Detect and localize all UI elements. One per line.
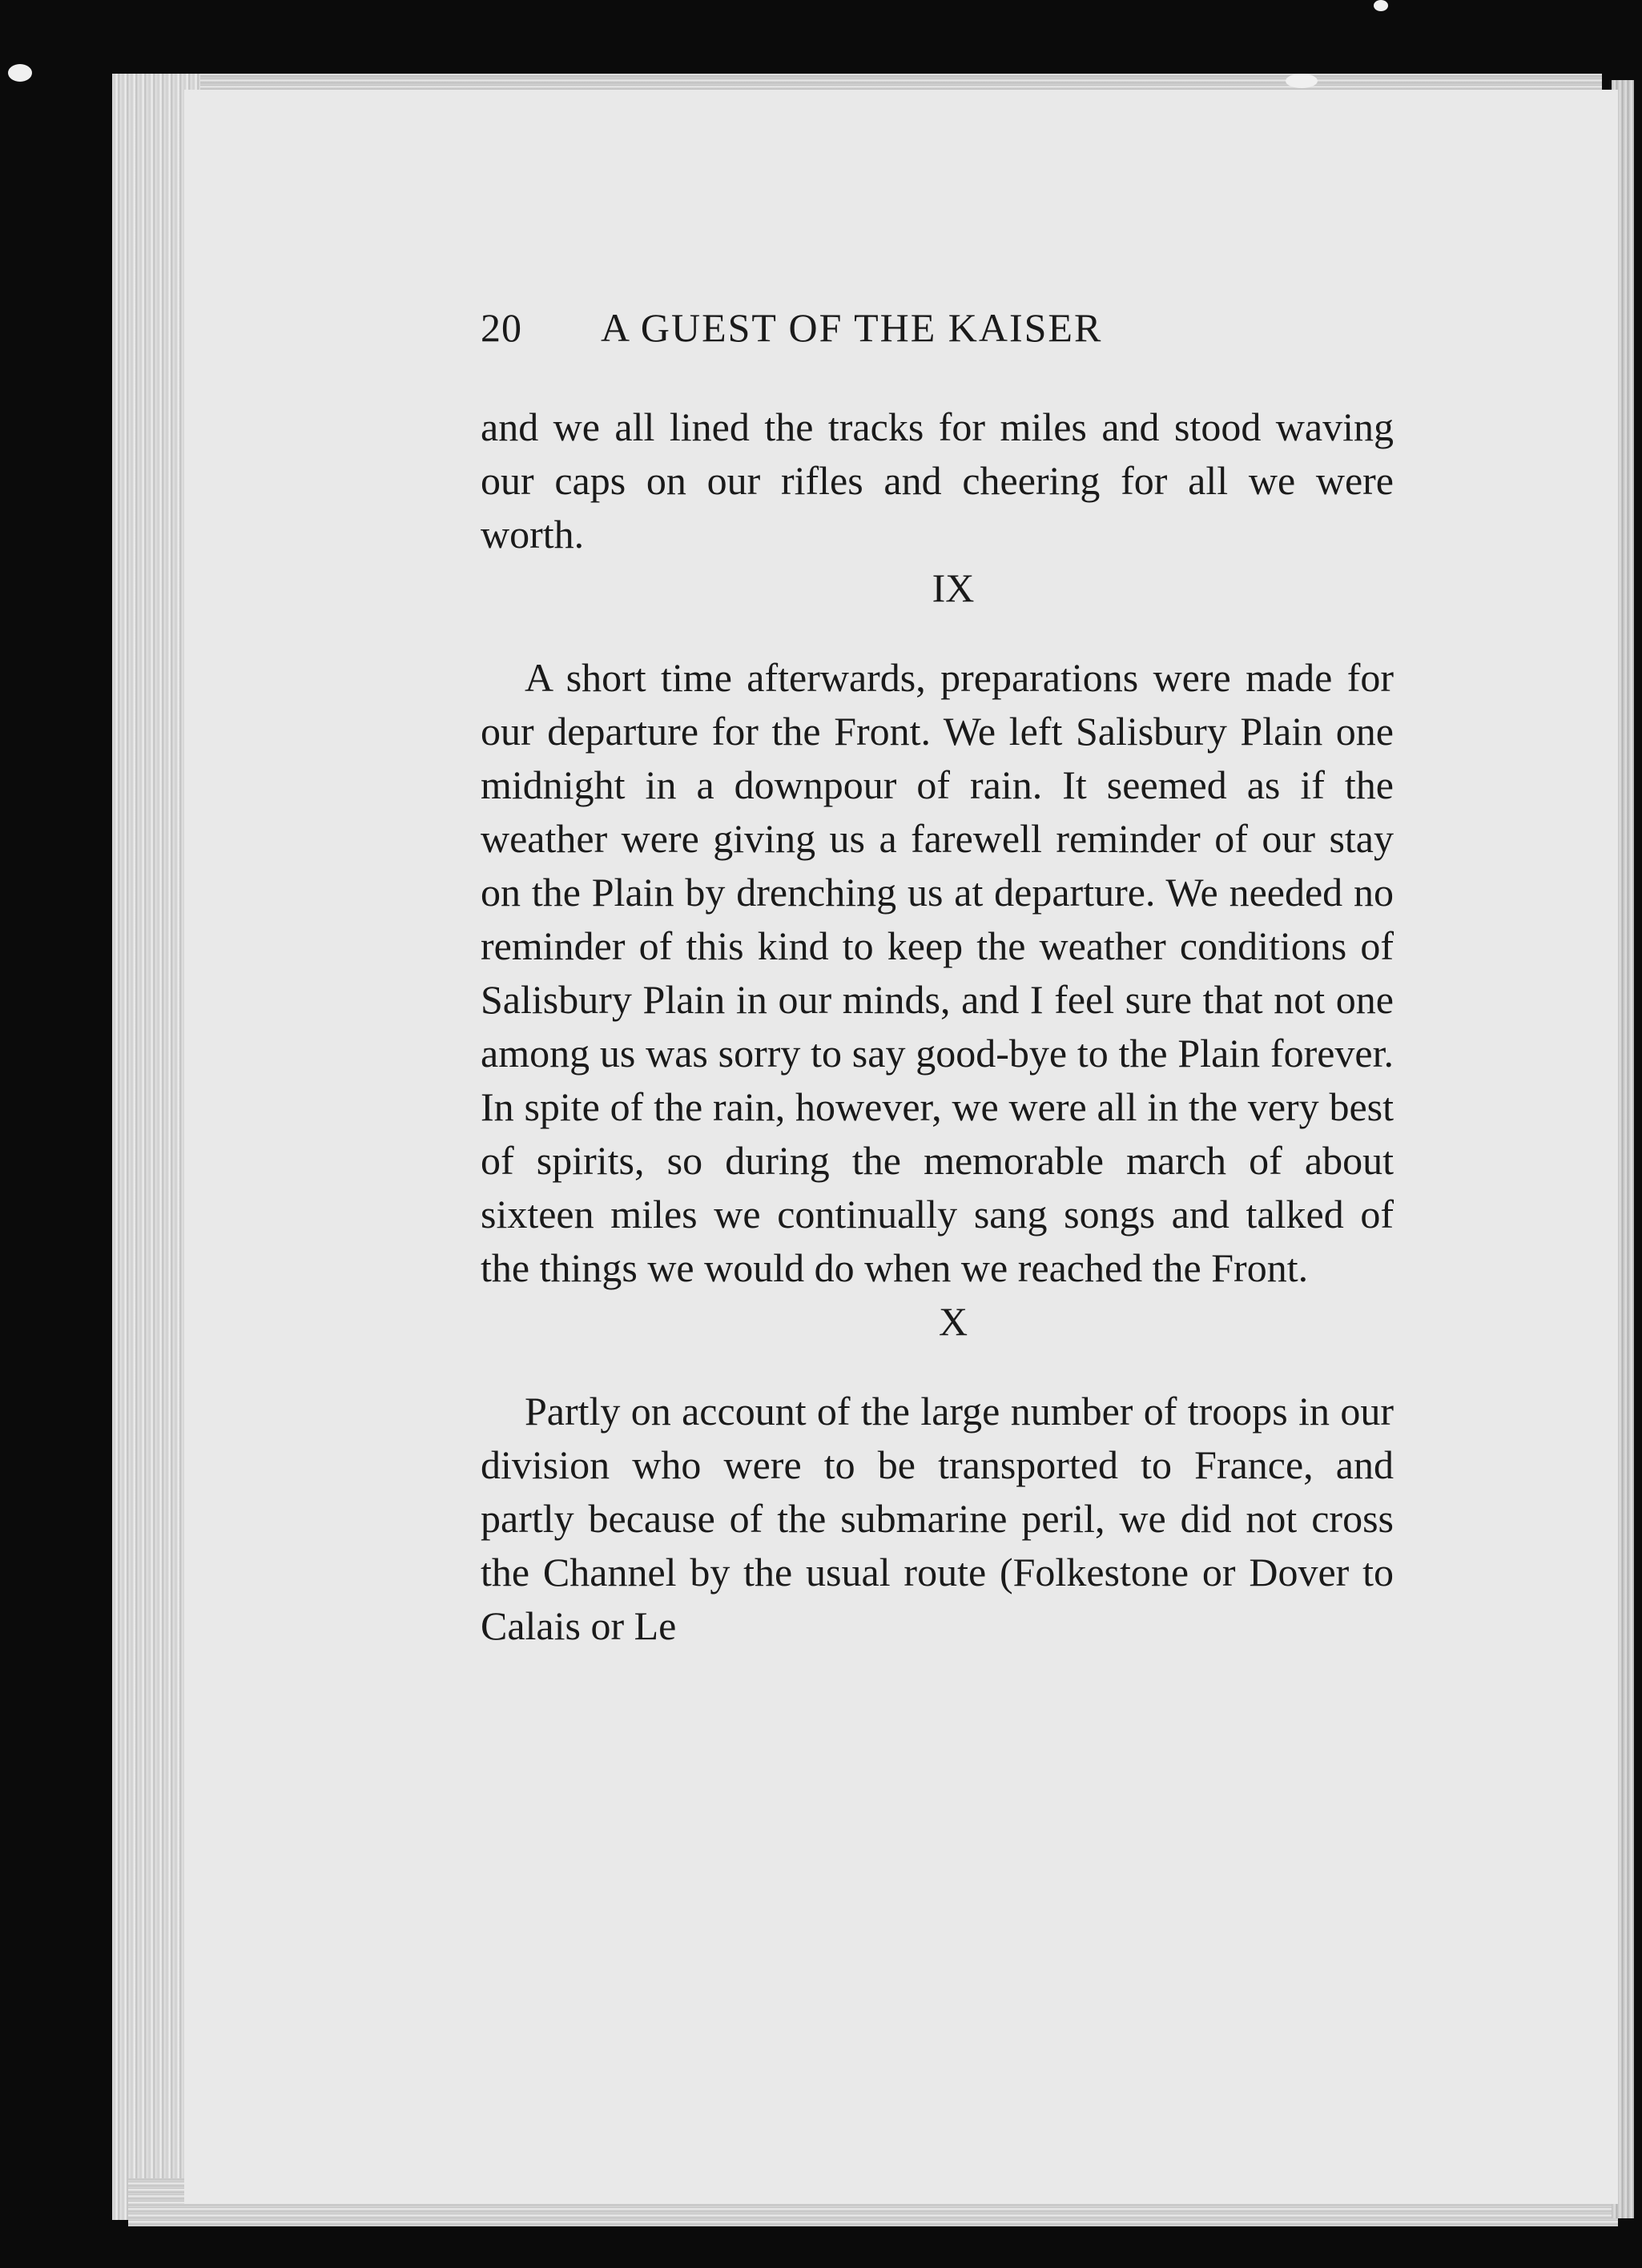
scan-speck: [8, 64, 32, 82]
scan-speck: [1286, 74, 1318, 88]
paragraph-section-ix: A short time afterwards, preparations were made for our departure for the Front. We left Salisbury Plain one midnight in a downpour of rain. It seemed as if the weather were giving us a farewell reminder of our stay on the Plain by drenching us at departure. We needed no reminder of this kind to keep the weather conditions of Salisbury Plain in our minds, and I feel sure that not one among us was sorry to say good-bye to the Plain forever. In spite of the rain, however, we were all in the very best of spirits, so during the memorable march of about sixteen miles we continually sang songs and talked of the things we would do when we reached the Front.: [481, 655, 1394, 1290]
page-number: 20: [481, 305, 522, 350]
scan-speck: [1374, 0, 1388, 11]
running-title: A GUEST OF THE KAISER: [601, 305, 1103, 350]
running-head: [481, 304, 1394, 400]
page-text-block: [481, 304, 1394, 1653]
section-heading-x: X: [938, 1299, 968, 1344]
paragraph-continuation: and we all lined the tracks for miles and stood waving our caps on our rifles and cheering for all we were worth.: [481, 404, 1394, 557]
paragraph-section-x: Partly on account of the large number of troops in our division who were to be transported to France, and partly because of the submarine peril, we did not cross the Channel by the usual route (Folkestone or Dover to Calais or Le: [481, 1389, 1394, 1648]
section-heading-ix: IX: [932, 565, 975, 610]
